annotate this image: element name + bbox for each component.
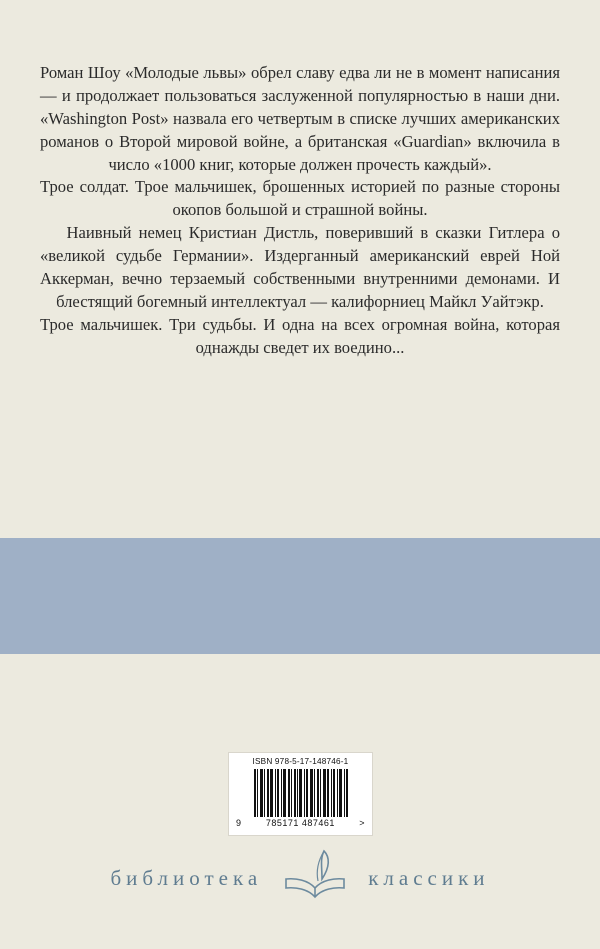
blurb-text: [40, 62, 560, 360]
publisher-logo: [0, 841, 600, 915]
blurb-paragraph: Роман Шоу «Молодые львы» обрел славу едва ли не в момент написания — и продолжает пользоваться заслуженной популярностью в наши дни. «Washington Post» назвала его четвертым в списке лучших американских романов о Второй мировой войне, а британская «Guardian» включила в число «1000 книг, которые должен прочесть каждый».: [40, 63, 560, 174]
open-book-with-quill-icon: [278, 841, 352, 915]
ean-left-digit: 9: [236, 818, 242, 828]
blurb-paragraph: Трое мальчишек. Три судьбы. И одна на всех огромная война, которая однажды сведет их воедино...: [40, 314, 560, 357]
ean-digits: [234, 817, 367, 828]
blurb-paragraph: Наивный немец Кристиан Дистль, поверивший в сказки Гитлера о «великой судьбе Германии». Издерганный американский еврей Ной Аккерман, вечно терзаемый собственными внутренними демонами. И блестящий богемный интеллектуал — калифорниец Майкл Уайтэкр.: [40, 223, 560, 311]
blurb-paragraph: Трое солдат. Трое мальчишек, брошенных историей по разные стороны окопов большой и страшной войны.: [40, 177, 560, 220]
publisher-logo-word-right: классики: [368, 865, 490, 890]
isbn-label: ISBN 978-5-17-148746-1: [252, 757, 349, 766]
ean-main-digits: 785171 487461: [265, 818, 335, 828]
publisher-logo-word-left: библиотека: [110, 865, 263, 890]
barcode-block: [228, 752, 373, 836]
decorative-blue-band: [0, 538, 600, 654]
ean-right-digit: >: [359, 818, 365, 828]
barcode-bars: [234, 769, 367, 817]
